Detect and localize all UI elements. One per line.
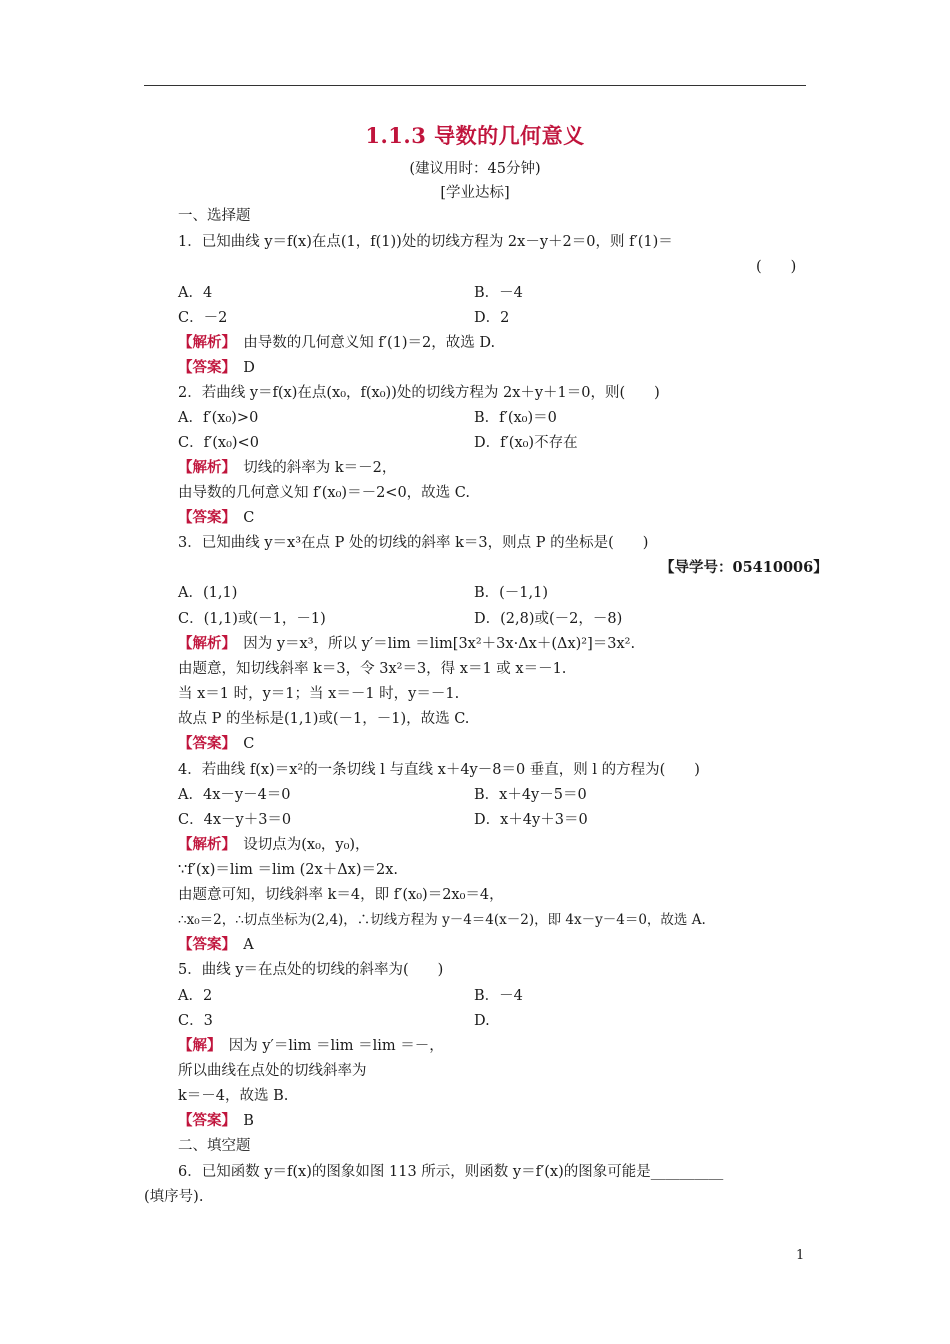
analysis xyxy=(178,333,495,353)
option-b: B．－4 xyxy=(474,988,523,1004)
analysis-tag: 【解析】 xyxy=(178,459,229,476)
answer-text: D xyxy=(243,360,255,376)
reference-number: 【导学号：05410006】 xyxy=(660,559,828,576)
option-d: D．(2,8)或(－2，－8) xyxy=(474,611,623,627)
analysis xyxy=(178,835,370,855)
answer-tag: 【答案】 xyxy=(178,735,229,752)
option-d: D．x＋4y＋3＝0 xyxy=(474,812,588,828)
analysis-tag: 【解】 xyxy=(178,1037,215,1054)
answer-text: B xyxy=(243,1113,254,1129)
question-4: 4．若曲线 f(x)＝x²的一条切线 l 与直线 x＋4y－8＝0 垂直，则 l 的方程为( ) xyxy=(178,762,700,778)
answer-tag: 【答案】 xyxy=(178,509,229,526)
analysis xyxy=(178,634,635,654)
analysis xyxy=(178,1036,444,1056)
analysis-tag: 【解析】 xyxy=(178,334,229,351)
suggested-time: (建议用时：45分钟) xyxy=(409,161,541,177)
answer-tag: 【答案】 xyxy=(178,359,229,376)
option-a: A．2 xyxy=(178,988,213,1004)
option-a: A．4 xyxy=(178,285,213,301)
analysis-line: 故点 P 的坐标是(1,1)或(－1，－1)，故选 C. xyxy=(178,711,470,727)
answer-text: C xyxy=(243,736,255,752)
page-title: 1.1.3 导数的几何意义 xyxy=(365,123,585,148)
option-a: A．f′(x₀)>0 xyxy=(178,410,259,426)
analysis-text: 由导数的几何意义知 f′(1)＝2，故选 D. xyxy=(243,335,496,351)
option-a: A．(1,1) xyxy=(178,585,238,601)
header-rule xyxy=(144,85,806,86)
analysis-line: ∴x₀＝2，∴切点坐标为(2,4)，∴切线方程为 y－4＝4(x－2)，即 4x－y－4＝0，故选 A. xyxy=(178,912,706,928)
option-b: B．(－1,1) xyxy=(474,585,549,601)
answer-text: C xyxy=(243,510,255,526)
answer xyxy=(178,358,255,378)
section-heading: 二、填空题 xyxy=(178,1138,251,1154)
answer xyxy=(178,1111,254,1131)
answer-tag: 【答案】 xyxy=(178,936,229,953)
question-5: 5．曲线 y＝在点处的切线的斜率为( ) xyxy=(178,962,444,978)
answer xyxy=(178,508,254,528)
question-6-note: (填序号). xyxy=(144,1189,204,1205)
question-2: 2．若曲线 y＝f(x)在点(x₀，f(x₀))处的切线方程为 2x＋y＋1＝0，则( ) xyxy=(178,385,660,401)
analysis xyxy=(178,458,396,478)
analysis-text: 因为 y＝x³，所以 y′＝lim ＝lim[3x²＋3x·Δx＋(Δx)²]＝3x². xyxy=(243,636,636,652)
answer-parens: ( ) xyxy=(756,259,797,275)
option-b: B．－4 xyxy=(474,285,523,301)
option-b: B．f′(x₀)＝0 xyxy=(474,410,557,426)
analysis-line: 所以曲线在点处的切线斜率为 xyxy=(178,1063,367,1079)
option-d: D．2 xyxy=(474,310,510,326)
option-b: B．x＋4y－5＝0 xyxy=(474,787,587,803)
analysis-line: ∵f′(x)＝lim ＝lim (2x＋Δx)＝2x. xyxy=(178,862,399,878)
option-c: C．f′(x₀)<0 xyxy=(178,435,259,451)
analysis-line: 由题意可知，切线斜率 k＝4，即 f′(x₀)＝2x₀＝4， xyxy=(178,887,504,903)
answer xyxy=(178,935,254,955)
analysis-line: 由题意，知切线斜率 k＝3，令 3x²＝3，得 x＝1 或 x＝－1. xyxy=(178,661,567,677)
analysis-text: 设切点为(x₀，y₀)， xyxy=(243,837,370,853)
page-number: 1 xyxy=(796,1248,805,1263)
answer-text: A xyxy=(243,937,254,953)
answer-tag: 【答案】 xyxy=(178,1112,229,1129)
analysis-text: 切线的斜率为 k＝－2， xyxy=(243,460,397,476)
option-c: C．3 xyxy=(178,1013,213,1029)
option-c: C．4x－y＋3＝0 xyxy=(178,812,292,828)
analysis-text: 因为 y′＝lim ＝lim ＝lim ＝－， xyxy=(228,1038,444,1054)
answer xyxy=(178,734,254,754)
option-a: A．4x－y－4＝0 xyxy=(178,787,291,803)
option-c: C．(1,1)或(－1，－1) xyxy=(178,611,326,627)
question-6: 6．已知函数 y＝f(x)的图象如图 113 所示，则函数 y＝f′(x)的图象可能是__________ xyxy=(178,1164,724,1180)
section-heading: 一、选择题 xyxy=(178,208,251,224)
section-banner: [学业达标] xyxy=(440,185,510,201)
option-c: C．－2 xyxy=(178,310,228,326)
question-3: 3．已知曲线 y＝x³在点 P 处的切线的斜率 k＝3，则点 P 的坐标是( ) xyxy=(178,535,649,551)
analysis-line: 由导数的几何意义知 f′(x₀)＝－2<0，故选 C. xyxy=(178,485,470,501)
analysis-line: k＝－4，故选 B. xyxy=(178,1088,289,1104)
analysis-tag: 【解析】 xyxy=(178,836,229,853)
analysis-tag: 【解析】 xyxy=(178,635,229,652)
option-d: D. xyxy=(474,1013,490,1029)
question-1: 1．已知曲线 y＝f(x)在点(1，f(1))处的切线方程为 2x－y＋2＝0，则 f′(1)＝ xyxy=(178,234,673,250)
analysis-line: 当 x＝1 时，y＝1；当 x＝－1 时，y＝－1. xyxy=(178,686,460,702)
option-d: D．f′(x₀)不存在 xyxy=(474,435,578,451)
